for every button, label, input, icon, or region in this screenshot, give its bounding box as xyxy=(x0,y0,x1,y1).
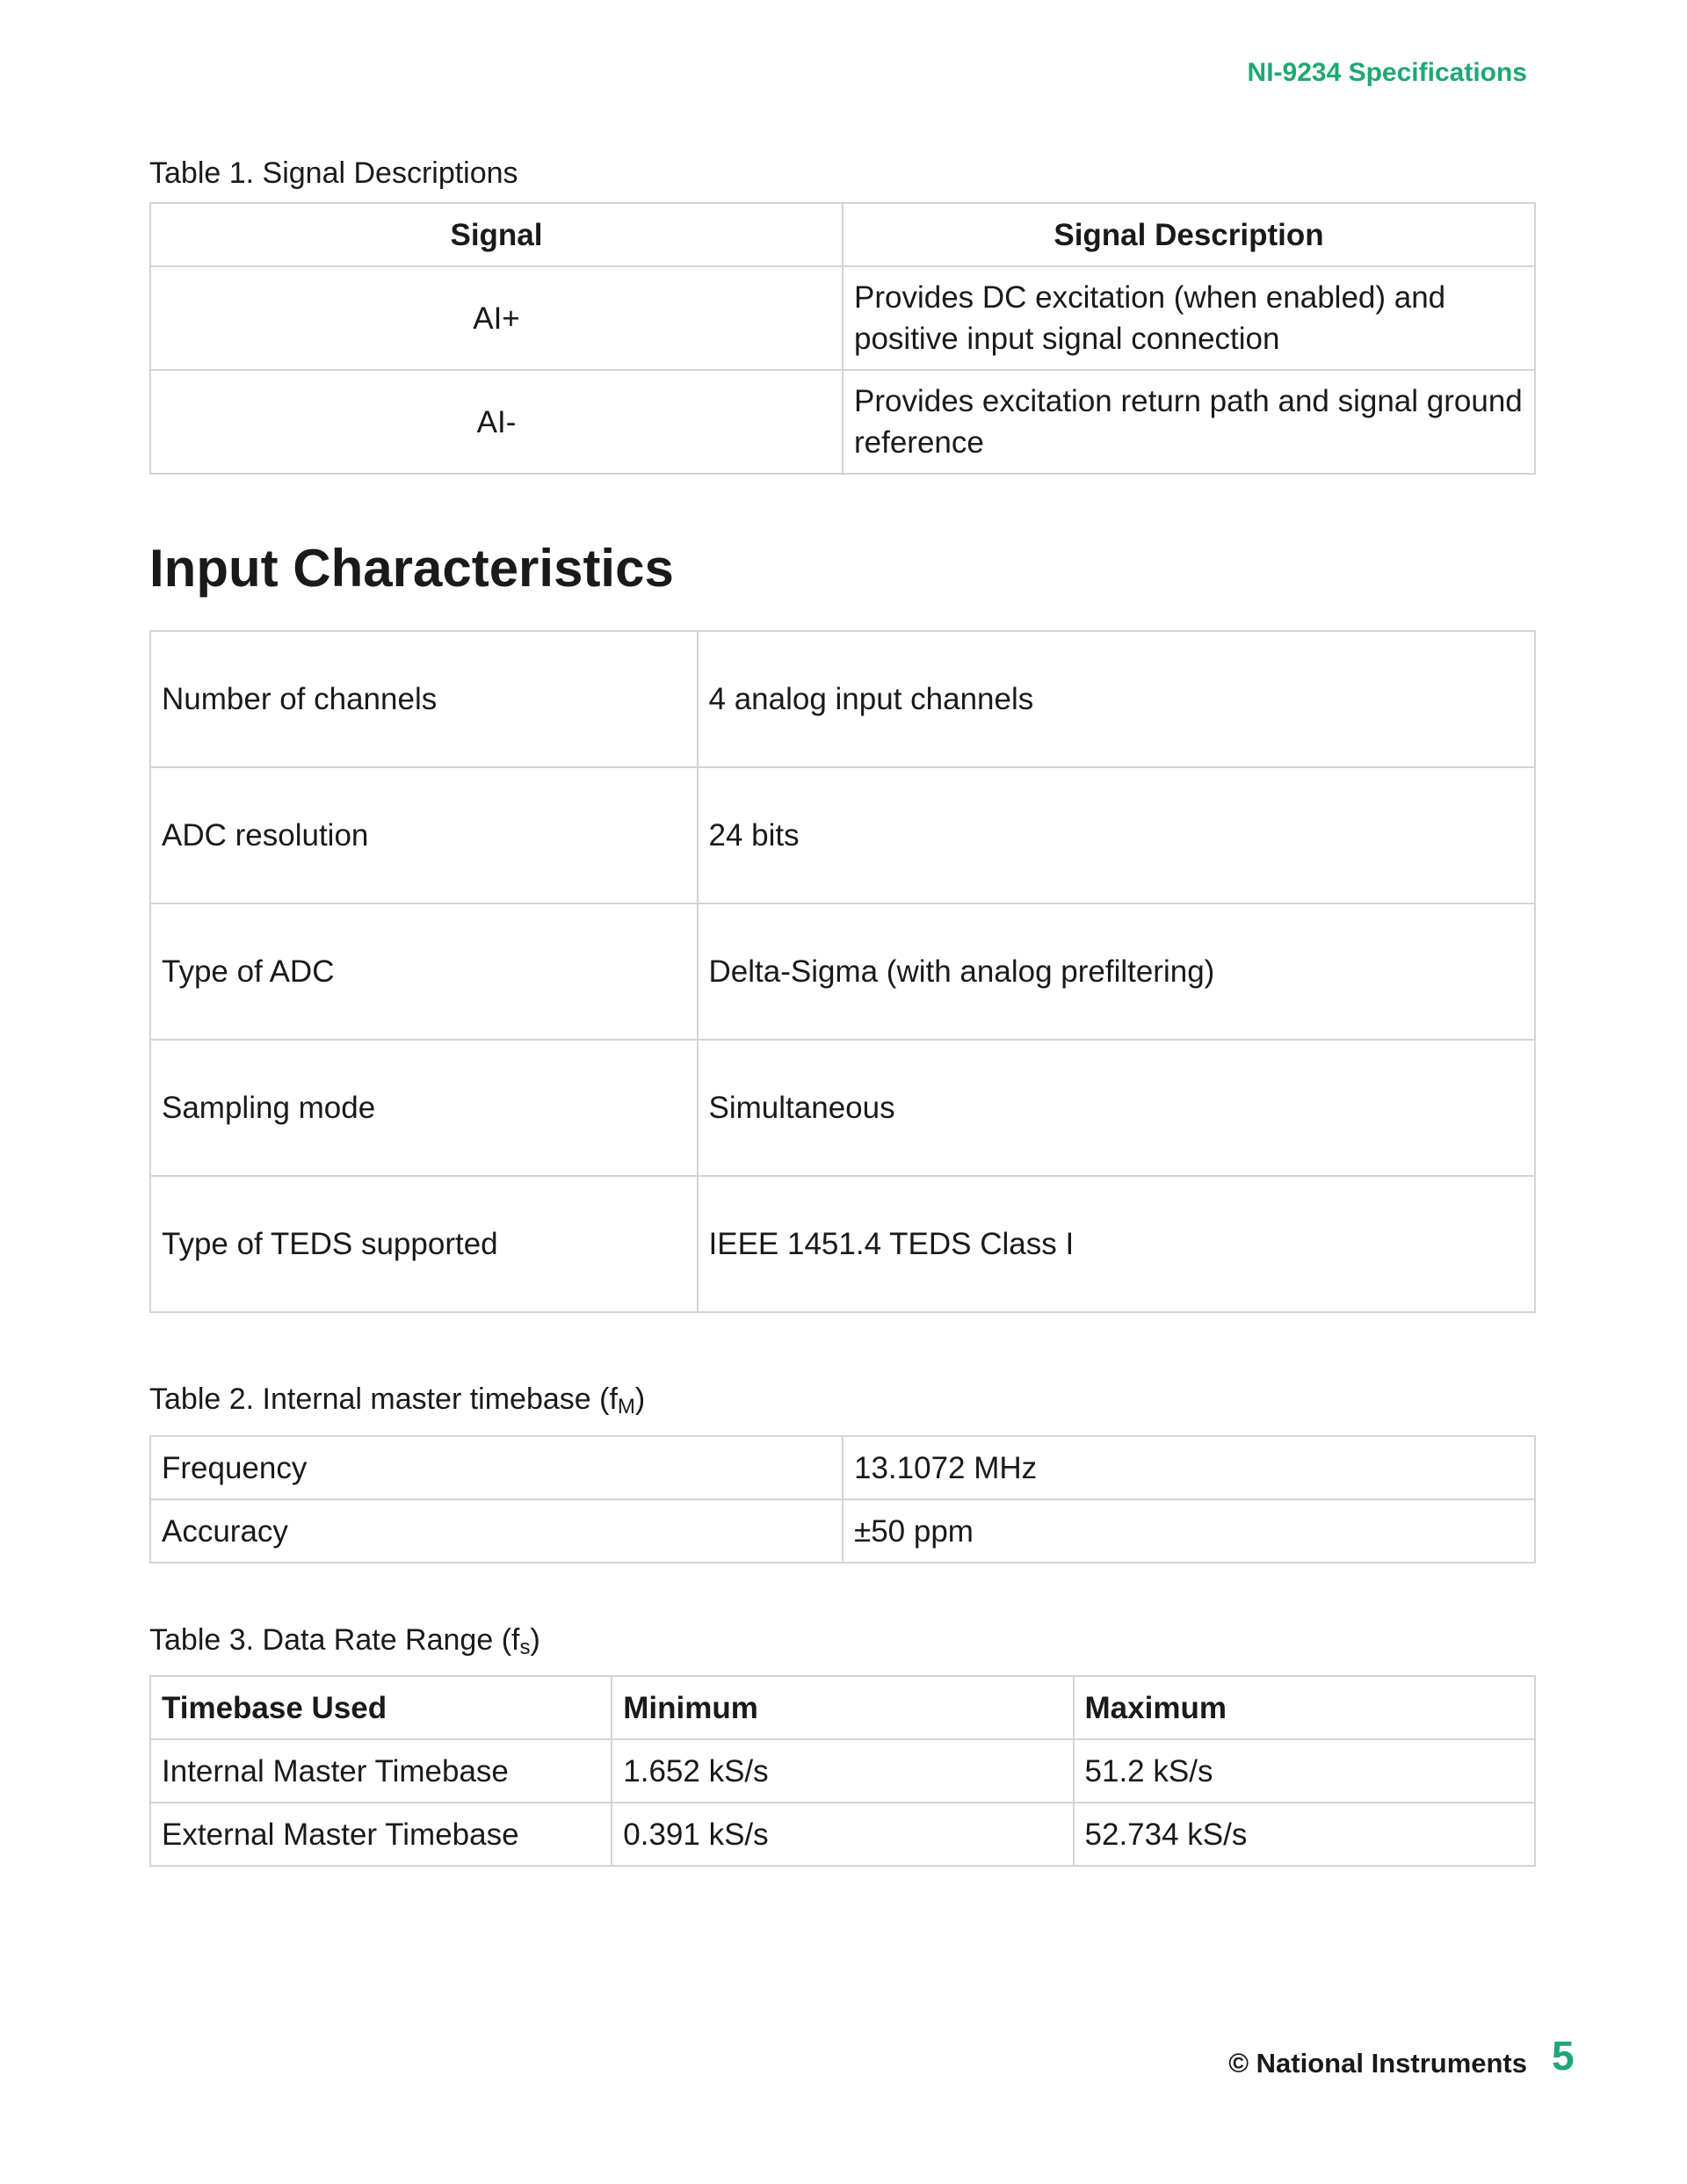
data-rate-range-table xyxy=(149,1675,1536,1867)
table-row xyxy=(150,370,1535,474)
signal-descriptions-table xyxy=(149,202,1536,475)
value-cell: IEEE 1451.4 TEDS Class I xyxy=(698,1176,1535,1312)
table-header-row xyxy=(150,1676,1535,1739)
property-cell: ADC resolution xyxy=(150,767,698,903)
page-header-title: NI-9234 Specifications xyxy=(1247,58,1527,87)
signal-description-cell: Provides DC excitation (when enabled) and positive input signal connection xyxy=(843,266,1535,370)
input-characteristics-table xyxy=(149,630,1536,1313)
column-header: Minimum xyxy=(612,1676,1073,1739)
table-row xyxy=(150,266,1535,370)
caption-subscript: s xyxy=(519,1636,531,1659)
page-number: 5 xyxy=(1552,2033,1575,2079)
value-cell: 13.1072 MHz xyxy=(843,1436,1535,1499)
table1-caption: Table 1. Signal Descriptions xyxy=(149,156,518,190)
table-header-row xyxy=(150,203,1535,266)
value-cell: ±50 ppm xyxy=(843,1499,1535,1563)
property-cell: Type of TEDS supported xyxy=(150,1176,698,1312)
property-cell: Accuracy xyxy=(150,1499,843,1563)
table-row xyxy=(150,1739,1535,1803)
signal-cell: AI+ xyxy=(150,266,843,370)
value-cell: 24 bits xyxy=(698,767,1535,903)
minimum-cell: 0.391 kS/s xyxy=(612,1803,1073,1866)
table-row xyxy=(150,767,1535,903)
value-cell: Delta-Sigma (with analog prefiltering) xyxy=(698,903,1535,1040)
table2-caption xyxy=(149,1382,645,1417)
caption-text: Table 2. Internal master timebase (f xyxy=(149,1382,618,1416)
master-timebase-table xyxy=(149,1435,1536,1564)
caption-text: ) xyxy=(634,1382,646,1416)
caption-text: ) xyxy=(530,1623,540,1657)
value-cell: Simultaneous xyxy=(698,1040,1535,1176)
property-cell: Number of channels xyxy=(150,631,698,767)
column-header: Maximum xyxy=(1074,1676,1535,1739)
table3-caption xyxy=(149,1623,540,1658)
caption-text: Table 3. Data Rate Range (f xyxy=(149,1623,520,1657)
table-row xyxy=(150,1040,1535,1176)
timebase-cell: External Master Timebase xyxy=(150,1803,612,1866)
table-row xyxy=(150,1499,1535,1563)
table-row xyxy=(150,1436,1535,1499)
signal-description-cell: Provides excitation return path and signal ground reference xyxy=(843,370,1535,474)
caption-subscript: M xyxy=(617,1395,635,1419)
table-row xyxy=(150,631,1535,767)
column-header: Signal xyxy=(150,203,843,266)
property-cell: Frequency xyxy=(150,1436,843,1499)
column-header: Timebase Used xyxy=(150,1676,612,1739)
signal-cell: AI- xyxy=(150,370,843,474)
property-cell: Type of ADC xyxy=(150,903,698,1040)
footer-copyright: © National Instruments xyxy=(1228,2048,1527,2079)
maximum-cell: 51.2 kS/s xyxy=(1074,1739,1535,1803)
timebase-cell: Internal Master Timebase xyxy=(150,1739,612,1803)
section-title: Input Characteristics xyxy=(149,539,674,598)
maximum-cell: 52.734 kS/s xyxy=(1074,1803,1535,1866)
table-row xyxy=(150,1176,1535,1312)
table-row xyxy=(150,903,1535,1040)
value-cell: 4 analog input channels xyxy=(698,631,1535,767)
property-cell: Sampling mode xyxy=(150,1040,698,1176)
column-header: Signal Description xyxy=(843,203,1535,266)
minimum-cell: 1.652 kS/s xyxy=(612,1739,1073,1803)
table-row xyxy=(150,1803,1535,1866)
